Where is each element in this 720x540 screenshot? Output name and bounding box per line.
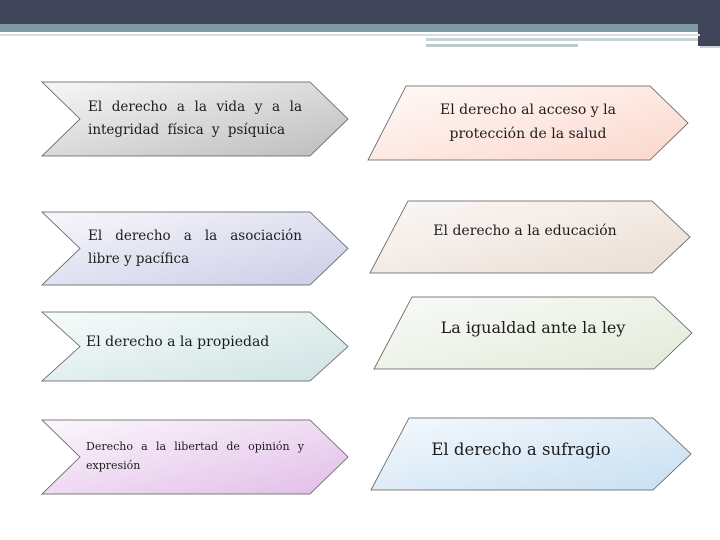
right-asociacion-box [42, 212, 348, 285]
decorative-rule [426, 38, 698, 41]
right-sufragio-box [371, 418, 691, 490]
box-label: El derecho a la asociación libre y pacífica [88, 228, 302, 267]
box-label: La igualdad ante la ley [440, 318, 626, 338]
right-educacion-box [370, 201, 690, 273]
box-label: El derecho al acceso y la protección de la salud [440, 102, 616, 142]
decorative-rule [0, 34, 700, 36]
right-igualdad-box [374, 297, 692, 369]
box-label: Derecho a la libertad de opinión y expresión [86, 440, 304, 472]
top-banner [0, 0, 720, 24]
right-salud-box [368, 86, 688, 160]
decorative-rule [700, 46, 720, 48]
right-vida-box [42, 82, 348, 156]
corner-decoration [698, 0, 720, 46]
box-label: El derecho a sufragio [431, 439, 611, 459]
box-label: El derecho a la vida y a la integridad física y psíquica [88, 99, 302, 138]
box-label: El derecho a la educación [433, 223, 617, 240]
right-propiedad-box [42, 312, 348, 381]
accent-stripe [0, 24, 720, 32]
decorative-rule [426, 44, 578, 47]
box-label: El derecho a la propiedad [86, 334, 270, 351]
right-opinion-box [42, 420, 348, 494]
